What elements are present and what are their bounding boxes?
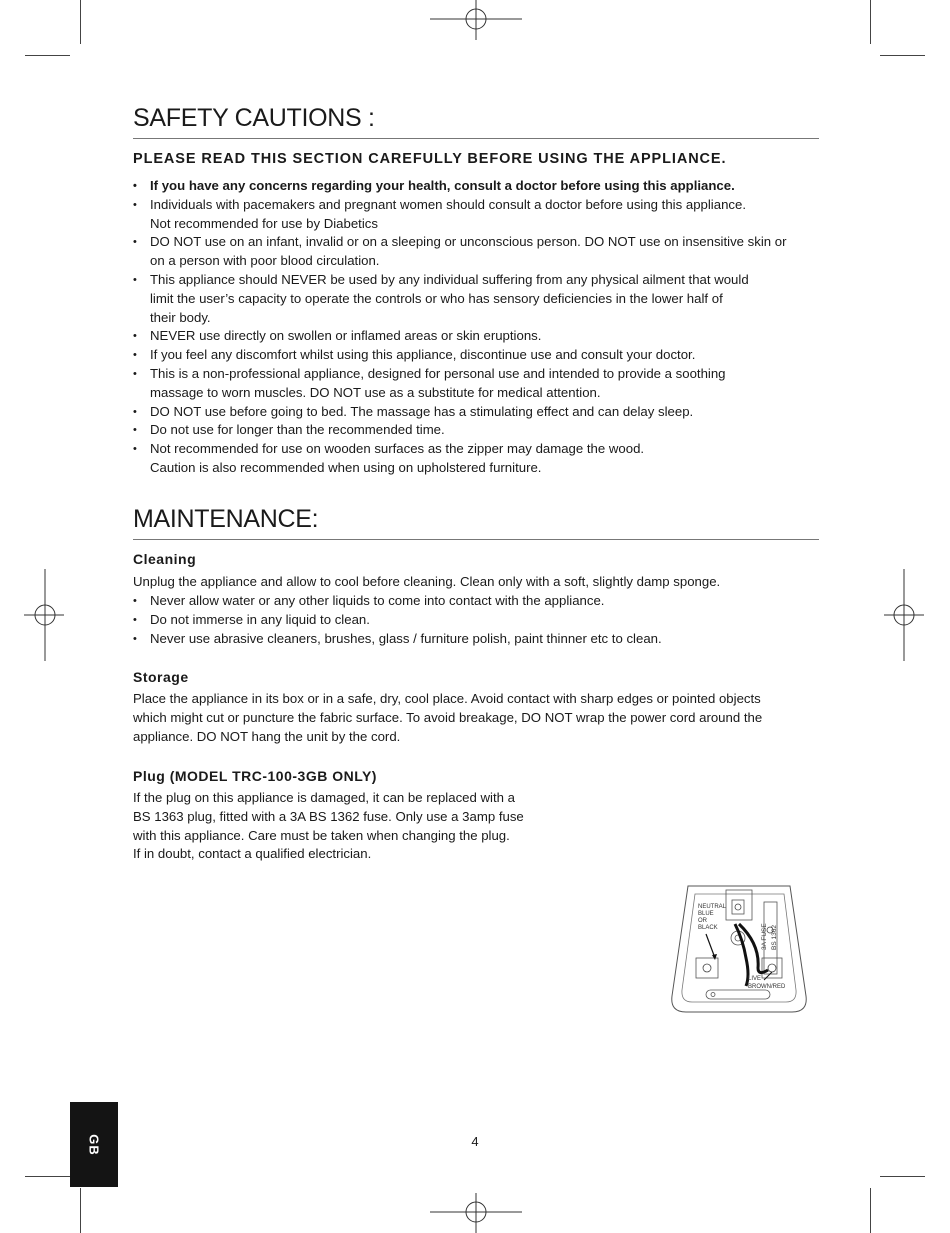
crop-mark: [25, 1176, 70, 1177]
plug-heading: Plug (MODEL TRC-100-3GB ONLY): [133, 768, 377, 784]
text-line: appliance. DO NOT hang the unit by the cord.: [133, 728, 401, 744]
text-line: which might cut or puncture the fabric surface. To avoid breakage, DO NOT wrap the power cord around the: [133, 709, 763, 725]
safety-bullet-item: [133, 365, 823, 403]
language-tab-label: GB: [86, 1133, 102, 1156]
safety-subtitle: PLEASE READ THIS SECTION CAREFULLY BEFORE USING THE APPLIANCE.: [133, 151, 727, 167]
maintenance-title: MAINTENANCE:: [133, 505, 319, 533]
neutral-label-line: OR: [698, 918, 707, 924]
neutral-label-line: NEUTRAL: [698, 904, 727, 910]
plug-paragraph: [133, 789, 524, 864]
safety-bullet-item: [133, 421, 823, 440]
text-line: If the plug on this appliance is damaged, it can be replaced with a: [133, 790, 515, 805]
safety-bullet-item: [133, 327, 823, 346]
text-line: • If you have any concerns regarding your health, consult a doctor before using this appliance.: [150, 178, 735, 193]
safety-bullet-item: [133, 346, 823, 365]
text-line: • DO NOT use on an infant, invalid or on a sleeping or unconscious person. DO NOT use on insensitive skin or: [150, 234, 787, 250]
text-line: If in doubt, contact a qualified electrician.: [133, 846, 372, 862]
registration-mark-top: [430, 0, 522, 40]
safety-title-rule: [133, 138, 819, 139]
live-label-line: BROWN/RED: [748, 984, 786, 990]
text-line: BS 1363 plug, fitted with a 3A BS 1362 fuse. Only use a 3amp fuse: [133, 808, 524, 824]
crop-mark: [880, 1176, 925, 1177]
crop-mark: [80, 1188, 81, 1233]
storage-heading: Storage: [133, 669, 189, 685]
text-line: Not recommended for use by Diabetics: [150, 215, 378, 231]
text-line: • This appliance should NEVER be used by any individual suffering from any physical ailment that would: [150, 271, 749, 287]
text-line: • Not recommended for use on wooden surfaces as the zipper may damage the wood.: [150, 441, 645, 457]
fuse-label-line: BS 1362: [771, 925, 778, 950]
safety-bullet-item: [133, 177, 823, 196]
cleaning-bullet-item: • Never use abrasive cleaners, brushes, glass / furniture polish, paint thinner etc to clean.: [133, 630, 823, 649]
safety-bullet-list: [133, 177, 823, 478]
maintenance-title-rule: [133, 539, 819, 540]
fuse-label-line: 3A FUSE: [761, 923, 768, 950]
crop-mark: [870, 0, 871, 44]
safety-bullet-item: [133, 403, 823, 422]
safety-title: SAFETY CAUTIONS :: [133, 104, 375, 132]
text-line: massage to worn muscles. DO NOT use as a substitute for medical attention.: [150, 384, 601, 400]
safety-bullet-item: [133, 196, 823, 234]
live-label-line: LIVE: [748, 976, 762, 982]
cleaning-bullet-item: • Never allow water or any other liquids to come into contact with the appliance.: [133, 592, 823, 611]
neutral-label-line: BLUE: [698, 911, 714, 917]
registration-mark-right: [884, 569, 924, 661]
cleaning-heading: Cleaning: [133, 551, 197, 567]
crop-mark: [870, 1188, 871, 1233]
safety-bullet-item: [133, 233, 823, 271]
safety-bullet-item: [133, 271, 823, 327]
plug-wiring-diagram: [668, 884, 810, 1016]
text-line: • Do not use for longer than the recommended time.: [150, 422, 445, 438]
neutral-label-line: BLACK: [698, 925, 718, 931]
storage-paragraph: [133, 690, 762, 746]
text-line: with this appliance. Care must be taken when changing the plug.: [133, 827, 510, 843]
crop-mark: [80, 0, 81, 44]
registration-mark-bottom: [430, 1193, 522, 1233]
text-line: • This is a non-professional appliance, designed for personal use and intended to provide a soothing: [150, 365, 726, 381]
text-line: • DO NOT use before going to bed. The massage has a stimulating effect and can delay sleep.: [150, 403, 694, 419]
registration-mark-left: [24, 569, 64, 661]
text-line: Caution is also recommended when using on upholstered furniture.: [150, 459, 542, 475]
text-line: their body.: [150, 309, 211, 325]
cleaning-bullet-list: [133, 592, 823, 648]
text-line: • If you feel any discomfort whilst using this appliance, discontinue use and consult your doctor.: [150, 347, 696, 363]
cleaning-intro: Unplug the appliance and allow to cool before cleaning. Clean only with a soft, slightly damp sponge.: [133, 574, 721, 589]
text-line: Place the appliance in its box or in a safe, dry, cool place. Avoid contact with sharp edges or pointed objects: [133, 691, 761, 706]
text-line: • Individuals with pacemakers and pregnant women should consult a doctor before using this appliance.: [150, 196, 746, 212]
text-line: on a person with poor blood circulation.: [150, 253, 380, 269]
page-number: 4: [471, 1134, 479, 1149]
crop-mark: [880, 55, 925, 56]
cleaning-bullet-item: • Do not immerse in any liquid to clean.: [133, 611, 823, 630]
crop-mark: [25, 55, 70, 56]
text-line: • NEVER use directly on swollen or inflamed areas or skin eruptions.: [150, 328, 542, 344]
safety-bullet-item: [133, 440, 823, 478]
language-tab: [70, 1102, 118, 1187]
text-line: limit the user’s capacity to operate the controls or who has sensory deficiencies in the lower half of: [150, 290, 723, 306]
